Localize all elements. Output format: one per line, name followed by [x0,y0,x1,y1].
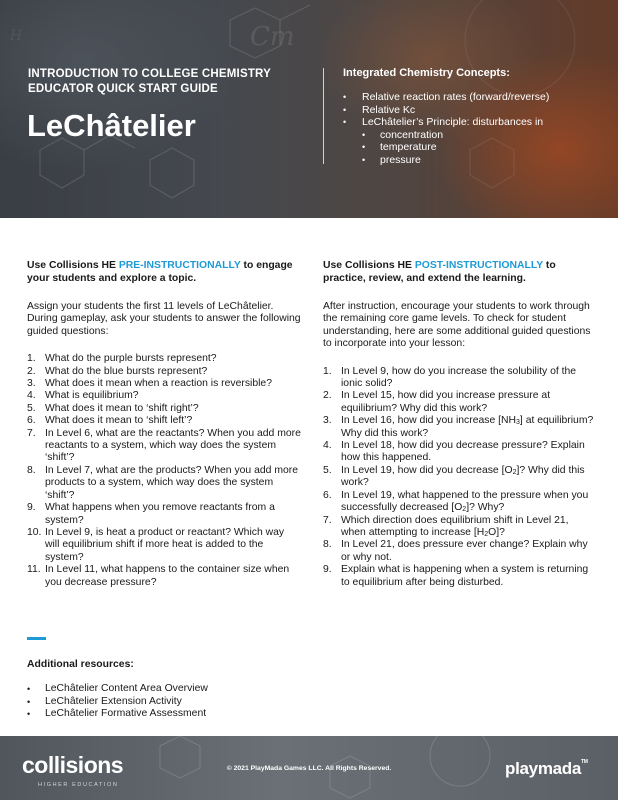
resource-link-content-overview[interactable]: • LeChâtelier Content Area Overview [27,683,208,696]
section-accent-bar [27,637,46,640]
page-title: LeChâtelier [27,108,196,143]
question-item: 6. In Level 19, what happened to the pressure when you successfully decreased $[O_2]$? Why? [323,489,589,514]
concept-item [343,116,549,166]
concept-item: • Relative reaction rates (forward/reverse) [343,91,549,104]
pre-instructionally-highlight: PRE-INSTRUCTIONALLY [118,260,241,271]
question-item: 1. In Level 9, how do you increase the solubility of the ionic solid? [323,365,577,390]
svg-text:Cm: Cm [250,22,295,52]
post-instruction-intro: After instruction, encourage your students to work through the remaining core game levels. To check for student understanding, here are some additional guided questions to incorporate into your lesson: [323,301,591,350]
question-item: 8. In Level 21, does pressure ever change? Explain why or why not. [323,539,588,563]
question-item: 2. What do the blue bursts represent? [27,365,208,377]
concepts-heading: Integrated Chemistry Concepts: [343,67,510,79]
question-item: 2. In Level 15, how did you increase pressure at equilibrium? Why did this work? [323,390,551,414]
playmada-logo: playmada™ [505,759,588,778]
question-item: 8. In Level 7, what are the products? When you add more products to a system, which way does the system ‘shift’? [27,464,298,501]
pre-instruction-column [27,259,301,589]
svg-text:H: H [10,28,23,44]
question-item: 3. What does it mean when a reaction is reversible? [27,378,272,390]
question-item: 9. Explain what is happening when a system is returning to equilibrium after being disturbed. [323,564,589,588]
question-item: 7. Which direction does equilibrium shift in Level 21, when attempting to increase $[H_2O]$? [323,514,569,538]
question-item: 9. What happens when you remove reactants from a system? [27,502,275,526]
question-item: 4. In Level 18, how did you decrease pressure? Explain how this happened. [323,440,585,464]
header-divider [323,68,324,164]
question-item: 11. In Level 11, what happens to the container size when you decrease pressure? [27,564,290,588]
question-item: 6. What does it mean to ‘shift left’? [27,415,193,427]
header-banner [0,0,618,218]
post-instruction-questions [323,366,595,589]
resources-list [27,683,208,721]
collisions-logo-subtitle: HIGHER EDUCATION [38,782,119,788]
concept-item: • Relative Kc [343,104,549,117]
collisions-logo: collisions [22,752,124,778]
resource-link-formative-assessment[interactable]: • LeChâtelier Formative Assessment [27,708,208,721]
question-item: 3. In Level 16, how did you increase $[NH_3]$ at equilibrium? Why did this work? [323,415,594,439]
concepts-list [343,91,549,167]
guide-series-title: INTRODUCTION TO COLLEGE CHEMISTRY [28,68,271,80]
sub-concepts-list [362,129,549,167]
question-item: 5. What does it mean to ‘shift right’? [27,402,199,414]
copyright-text: © 2021 PlayMada Games LLC. All Rights Reserved. [226,765,392,772]
guide-type-title: EDUCATOR QUICK START GUIDE [28,83,218,95]
post-instruction-heading: Use Collisions HE POST-INSTRUCTIONALLY to practice, review, and extend the learning. [323,260,556,284]
post-instruction-column [323,259,595,589]
sub-concept-item: • temperature [362,141,549,154]
question-item: 10. In Level 9, is heat a product or reactant? Which way will equilibrium shift if more heat is added to the system? [27,526,285,563]
pre-instruction-questions [27,353,301,589]
resources-heading: Additional resources: [27,659,134,670]
sub-concept-item: • concentration [362,129,549,142]
resource-link-extension-activity[interactable]: • LeChâtelier Extension Activity [27,696,208,709]
question-item: 5. In Level 19, how did you decrease $[O_2]$? Why did this work? [323,464,585,489]
concept-item-label: LeChâtelier’s Principle: disturbances in [362,116,544,129]
post-instructionally-highlight: POST-INSTRUCTIONALLY [414,260,543,271]
pre-instruction-heading: Use Collisions HE PRE-INSTRUCTIONALLY to engage your students and explore a topic. [27,260,293,284]
question-item: 1. What do the purple bursts represent? [27,353,217,365]
question-item: 7. In Level 6, what are the reactants? When you add more reactants to a system, which way does the system ‘shift’? [27,427,301,464]
footer [0,736,618,800]
sub-concept-item: • pressure [362,154,549,167]
question-item: 4. What is equilibrium? [27,390,139,402]
pre-instruction-intro: Assign your students the first 11 levels of LeChâtelier. During gameplay, ask your students to answer the following guided questions: [27,301,301,337]
